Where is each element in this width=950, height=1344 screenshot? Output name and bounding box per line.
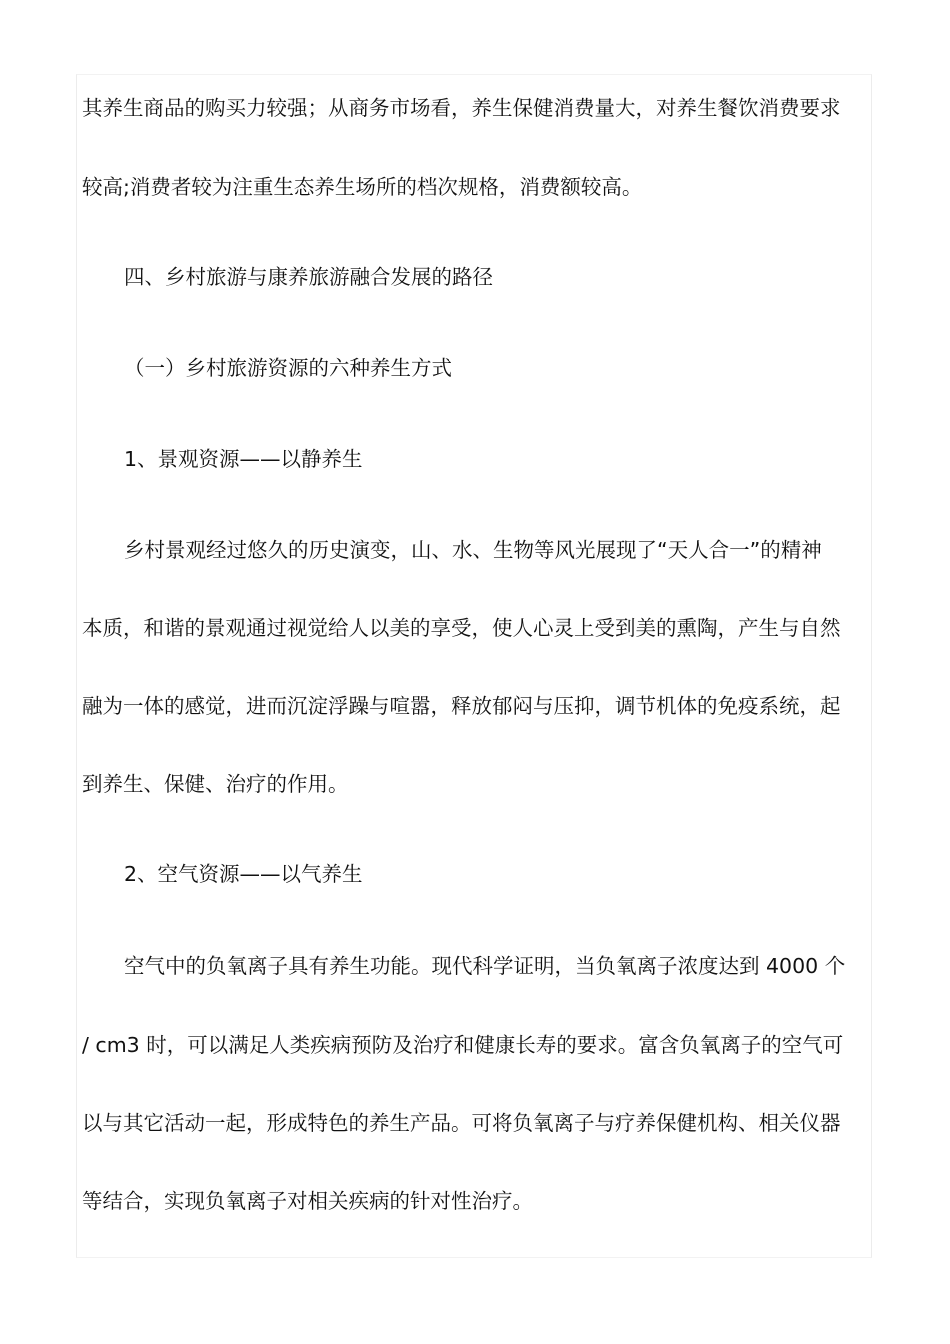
paragraph-line: 空气中的负氧离子具有养生功能。现代科学证明，当负氧离子浓度达到 4000 个 — [124, 954, 846, 978]
page-frame — [76, 74, 872, 1258]
paragraph-line: 较高;消费者较为注重生态养生场所的档次规格，消费额较高。 — [82, 175, 643, 199]
item-heading: 1、景观资源——以静养生 — [124, 447, 363, 471]
paragraph-line: / cm3 时，可以满足人类疾病预防及治疗和健康长寿的要求。富含负氧离子的空气可 — [82, 1033, 844, 1057]
subsection-heading: （一）乡村旅游资源的六种养生方式 — [124, 356, 452, 380]
paragraph-line: 以与其它活动一起，形成特色的养生产品。可将负氧离子与疗养保健机构、相关仪器 — [82, 1111, 841, 1135]
paragraph-line: 乡村景观经过悠久的历史演变，山、水、生物等风光展现了“天人合一”的精神 — [124, 538, 822, 562]
paragraph-line: 融为一体的感觉，进而沉淀浮躁与喧嚣，释放郁闷与压抑，调节机体的免疫系统，起 — [82, 694, 841, 718]
item-heading: 2、空气资源——以气养生 — [124, 862, 363, 886]
paragraph-line: 其养生商品的购买力较强；从商务市场看，养生保健消费量大，对养生餐饮消费要求 — [82, 96, 841, 120]
paragraph-line: 到养生、保健、治疗的作用。 — [82, 772, 349, 796]
paragraph-line: 等结合，实现负氧离子对相关疾病的针对性治疗。 — [82, 1189, 533, 1213]
paragraph-line: 本质，和谐的景观通过视觉给人以美的享受，使人心灵上受到美的熏陶，产生与自然 — [82, 616, 841, 640]
section-heading: 四、乡村旅游与康养旅游融合发展的路径 — [124, 265, 493, 289]
